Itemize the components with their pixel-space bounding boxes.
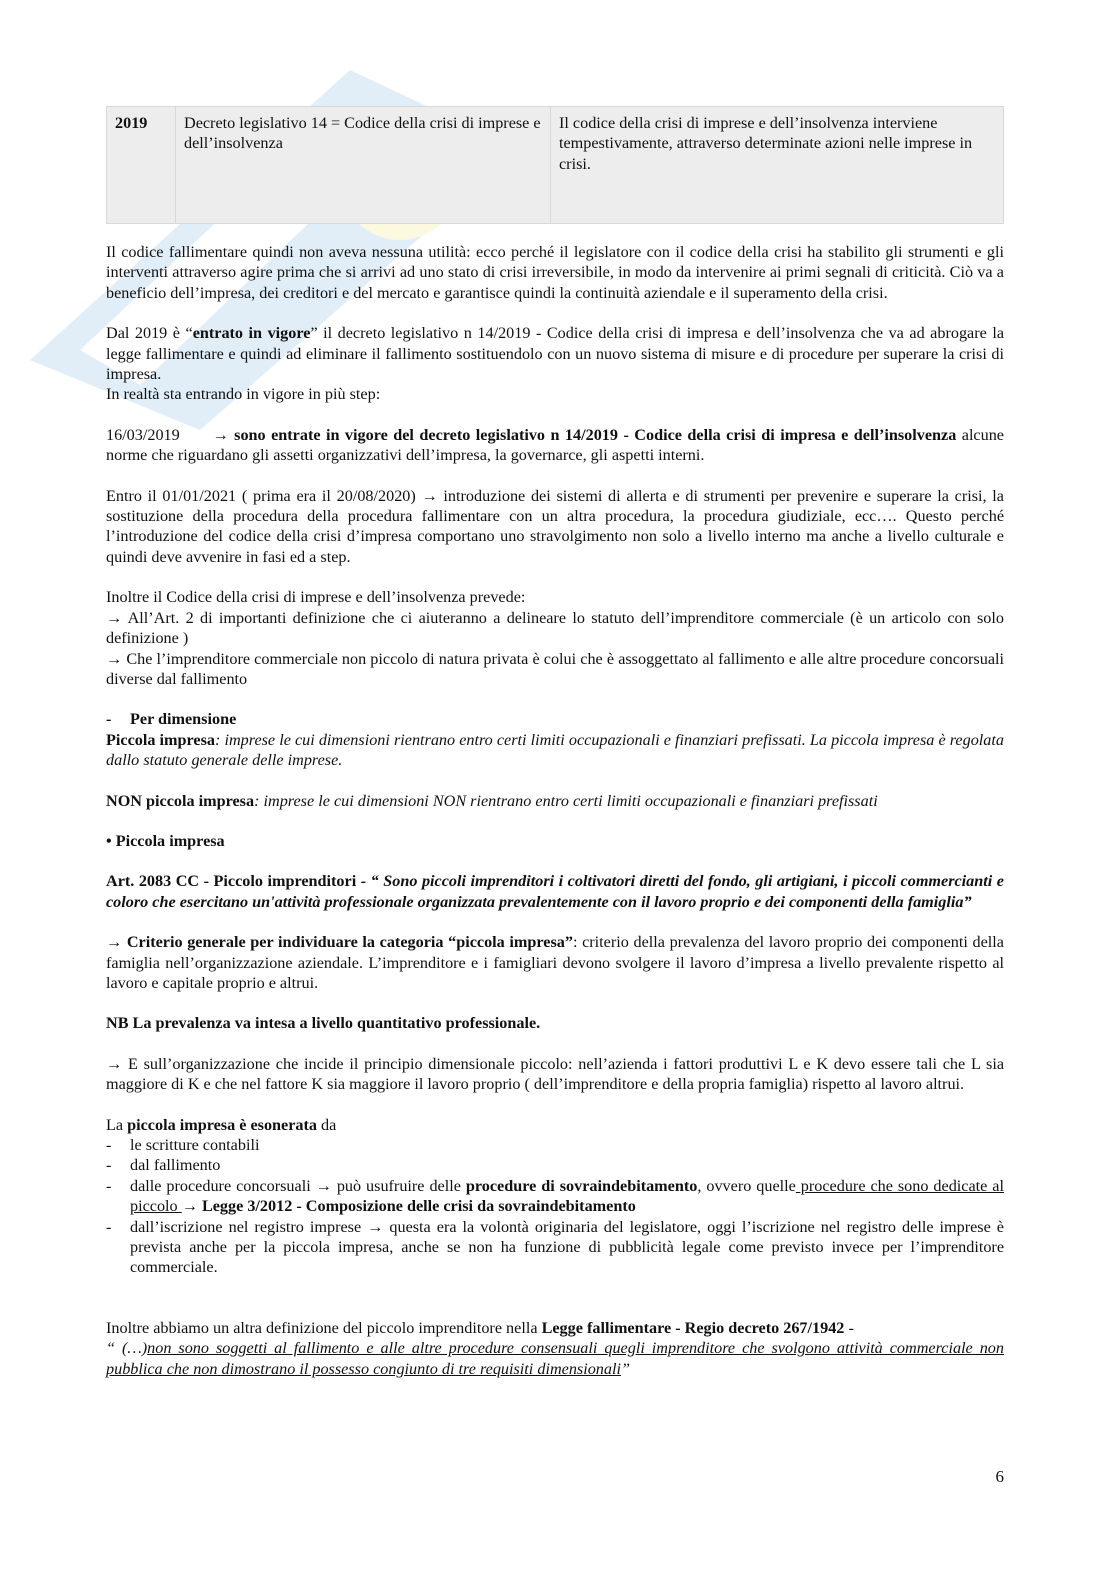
table-year-cell: 2019	[107, 107, 176, 224]
list-item: - dalle procedure concorsuali → può usufruire delle procedure di sovraindebitamento, ovvero quelle procedure che sono dedicate al piccolo → Legge 3/2012 - Composizione delle crisi da sovraindebitamento	[106, 1176, 1004, 1216]
paragraph-criterio-generale: → Criterio generale per individuare la categoria “piccola impresa”: criterio della prevalenza del lavoro proprio dei componenti della famiglia nell’organizzazione aziendale. L’imprenditore e i famigliari devono svolgere il lavoro d’impresa a livello prevalente rispetto al lavoro e capitale proprio e altrui.	[106, 933, 1004, 992]
table-decree-cell: Decreto legislativo 14 = Codice della crisi di imprese e dell’insolvenza	[176, 107, 551, 224]
paragraph-nb-prevalenza: NB La prevalenza va intesa a livello quantitativo professionale.	[106, 1014, 541, 1033]
document-content	[106, 106, 1004, 1399]
crisis-code-table	[106, 106, 1004, 224]
paragraph-organizzazione: → E sull’organizzazione che incide il principio dimensionale piccolo: nell’azienda i fattori produttivi L e K devo essere tali che L sia maggiore di K e che nel fattore K sia maggiore il lavoro proprio ( dell’imprenditore e della propria famiglia) rispetto al lavoro altrui.	[106, 1054, 1004, 1094]
page-number: 6	[995, 1467, 1004, 1486]
list-item: - dal fallimento	[106, 1156, 221, 1175]
heading-piccola-impresa: • Piccola impresa	[106, 831, 225, 850]
definition-non-piccola-impresa: NON piccola impresa: imprese le cui dimensioni NON rientrano entro certi limiti occupazionali e finanziari prefissati	[106, 791, 878, 810]
esonerata-list	[106, 1135, 1004, 1278]
table-row	[107, 107, 1004, 224]
list-item: - le scritture contabili	[106, 1136, 260, 1154]
paragraph-codice-fallimentare: Il codice fallimentare quindi non aveva nessuna utilità: ecco perché il legislatore con il codice della crisi ha stabilito gli strumenti e gli interventi attraverso agire prima che si arrivi ad uno stato di crisi irreversibile, in modo da intervenire ai primi segnali di criticità. Ciò va a beneficio dell’impresa, dei creditori e del mercato e garantisce quindi la continuità aziendale e il superamento della crisi.	[106, 243, 1004, 302]
paragraph-entrato-in-vigore: Dal 2019 è “entrato in vigore” il decreto legislativo n 14/2019 - Codice della crisi di impresa e dell’insolvenza che va ad abrogare la legge fallimentare e quindi ad eliminare il fallimento sostituendolo con un nuovo sistema di misure e di procedure per superare la crisi di impresa. In realtà sta entrando in vigore in più step:	[106, 324, 1004, 404]
list-item: - dall’iscrizione nel registro imprese → questa era la volontà originaria del legislatore, oggi l’iscrizione nel registro delle imprese è prevista anche per la piccola impresa, anche se non ha funzione di pubblicità legale come previsto invece per l’imprenditore commerciale.	[106, 1217, 1004, 1277]
paragraph-art-2083: Art. 2083 CC - Piccolo imprenditori - “ Sono piccoli imprenditori i coltivatori diretti del fondo, gli artigiani, i piccoli commercianti e coloro che esercitano un'attività professionale organizzata prevalentemente con il lavoro proprio e dei componenti della famiglia”	[106, 872, 1004, 911]
table-description-cell: Il codice della crisi di imprese e dell’insolvenza interviene tempestivamente, attraverso determinate azioni nelle imprese in crisi.	[551, 107, 1004, 224]
heading-per-dimensione: - Per dimensione	[106, 710, 237, 729]
paragraph-legge-fallimentare: Inoltre abbiamo un altra definizione del piccolo imprenditore nella Legge fallimentare - Regio decreto 267/1942 - “ (…)non sono soggetti al fallimento e alle altre procedure consensuali quegli imprenditore che svolgono attività commerciale non pubblica che non dimostrano il possesso congiunto di tre requisiti dimensionali”	[106, 1318, 1004, 1378]
paragraph-16-03-2019: 16/03/2019 → sono entrate in vigore del decreto legislativo n 14/2019 - Codice della crisi di impresa e dell’insolvenza alcune norme che riguardano gli assetti organizzativi dell’impresa, la governarce, gli aspetti interni.	[106, 425, 1004, 465]
paragraph-inoltre-codice: Inoltre il Codice della crisi di imprese e dell’insolvenza prevede: → All’Art. 2 di importanti definizione che ci aiuteranno a delineare lo statuto dell’imprenditore commerciale (è un articolo con solo definizione ) → Che l’imprenditore commerciale non piccolo di natura privata è colui che è assoggettato al fallimento e alle altre procedure concorsuali diverse dal fallimento	[106, 588, 1004, 688]
paragraph-esonerata: La piccola impresa è esonerata da	[106, 1115, 337, 1134]
paragraph-entro-2021: Entro il 01/01/2021 ( prima era il 20/08/2020) → introduzione dei sistemi di allerta e di strumenti per prevenire e superare la crisi, la sostituzione della procedura della procedura fallimentare con un altra procedura, la procedura giudiziale, ecc…. Questo perché l’introduzione del codice della crisi d’impresa comportano uno stravolgimento non solo a livello interno ma anche a livello culturale e quindi deve avvenire in fasi ed a step.	[106, 486, 1004, 566]
definition-piccola-impresa: Piccola impresa: imprese le cui dimensioni rientrano entro certi limiti occupazionali e finanziari prefissati. La piccola impresa è regolata dallo statuto generale delle imprese.	[106, 730, 1004, 770]
